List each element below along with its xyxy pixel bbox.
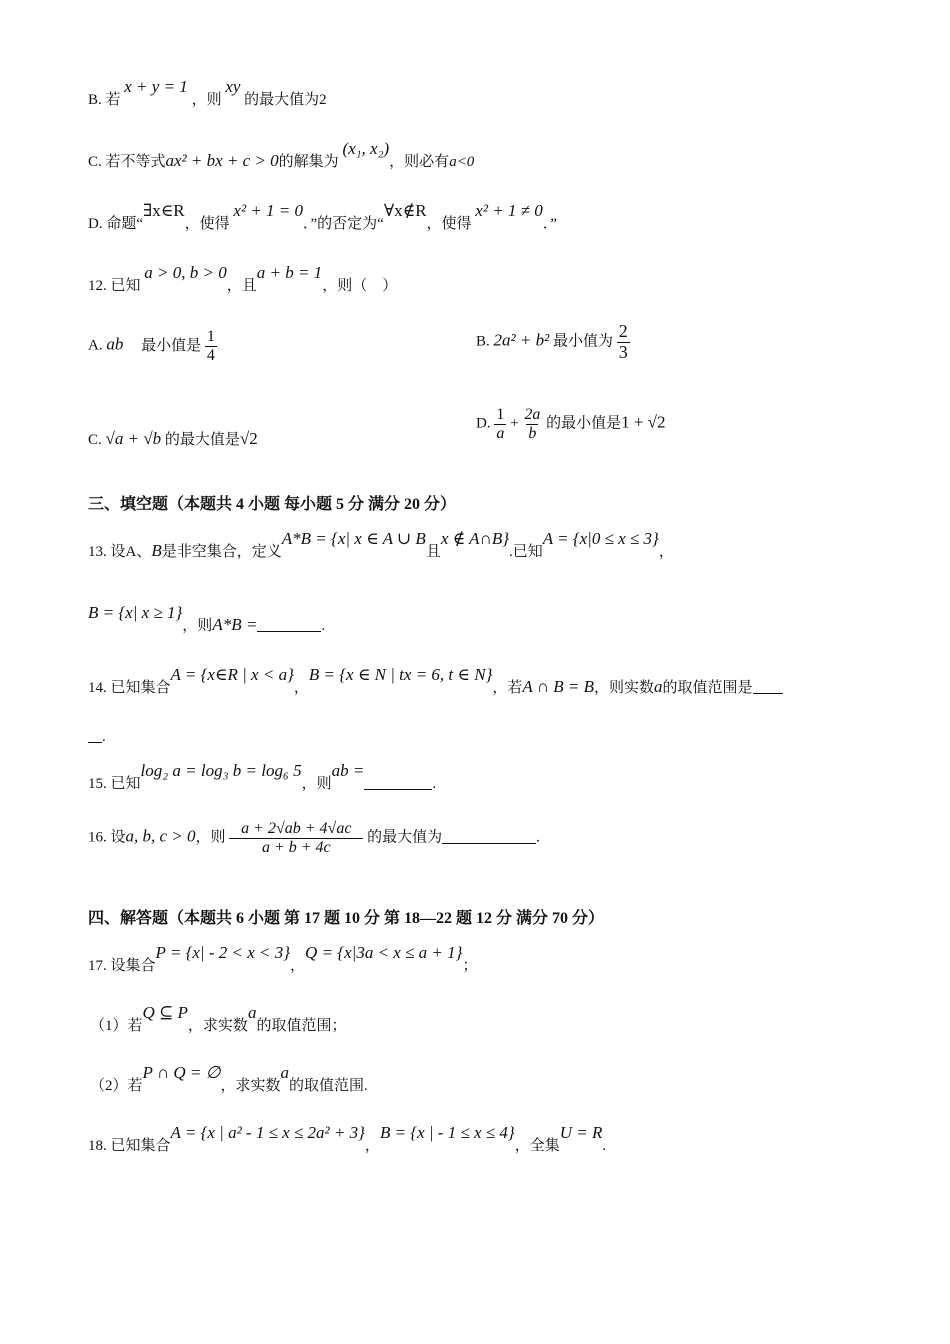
q12-option-b bbox=[476, 322, 630, 363]
math-expr: ab bbox=[106, 334, 124, 354]
variable: a bbox=[280, 1063, 289, 1082]
text: 的最大值为2 bbox=[244, 92, 327, 108]
denominator: 3 bbox=[618, 341, 628, 362]
text: . bbox=[432, 776, 437, 792]
operator: + bbox=[510, 415, 519, 432]
answer-blank[interactable] bbox=[753, 679, 783, 694]
answer-blank[interactable] bbox=[257, 617, 321, 632]
q13-line1 bbox=[88, 529, 674, 561]
text: ，求实数 bbox=[220, 1078, 281, 1094]
text: 最小值是 bbox=[141, 337, 202, 354]
math-expr: ab = bbox=[331, 761, 365, 780]
text: ．”的否定为“ bbox=[303, 216, 384, 232]
option-label: C. bbox=[88, 432, 102, 448]
section-heading: 三、填空题（本题共 4 小题 每小题 5 分 满分 20 分） bbox=[88, 496, 457, 513]
numerator: 2a bbox=[524, 406, 541, 423]
text: 且 bbox=[425, 544, 441, 560]
math-expr: B = {x | - 1 ≤ x ≤ 4} bbox=[379, 1123, 515, 1142]
text: 的解集为 bbox=[278, 154, 339, 170]
text: ，则 bbox=[182, 618, 213, 634]
math-expr: x² + 1 ≠ 0 bbox=[475, 201, 543, 220]
fraction bbox=[229, 820, 363, 856]
q12-option-d bbox=[476, 406, 666, 442]
math-expr: ax² + bx + c > 0 bbox=[165, 151, 279, 170]
numerator: 1 bbox=[206, 328, 215, 345]
text: ， bbox=[658, 544, 674, 560]
question-number: 15. 已知 bbox=[88, 776, 141, 792]
q15 bbox=[88, 761, 437, 793]
math-expr: a, b, c > 0 bbox=[125, 826, 196, 846]
text: 的取值范围是 bbox=[662, 680, 753, 696]
text: 是非空集合，定义 bbox=[161, 544, 282, 560]
option-label: D. 命题“ bbox=[88, 216, 143, 232]
question-number: 14. 已知集合 bbox=[88, 680, 171, 696]
text: ，且 bbox=[226, 278, 257, 294]
numerator: 2 bbox=[618, 321, 628, 341]
math-expr: a > 0, b > 0 bbox=[144, 263, 227, 282]
answer-blank[interactable] bbox=[442, 829, 536, 844]
q12-option-a bbox=[88, 328, 217, 364]
option-label: A. bbox=[88, 337, 103, 354]
set-name: B bbox=[151, 541, 162, 560]
section-heading: 四、解答题（本题共 6 小题 第 17 题 10 分 第 18—22 题 12 分 满分 70 分） bbox=[88, 910, 605, 927]
math-expr: Q ⊆ P bbox=[142, 1003, 188, 1022]
text: . bbox=[536, 829, 540, 846]
math-expr: A*B = {x| x ∈ A ∪ B bbox=[281, 529, 426, 548]
part-label: （1）若 bbox=[90, 1018, 143, 1034]
math-expr: log₂ a = log₃ b = log₆ 5 bbox=[140, 761, 302, 780]
text: ，使得 bbox=[426, 216, 472, 232]
math-expr: A*B = bbox=[212, 615, 258, 634]
fraction bbox=[617, 322, 630, 363]
variable: a bbox=[247, 1003, 257, 1022]
fraction bbox=[205, 328, 217, 364]
text: 的最大值是 bbox=[164, 432, 240, 448]
math-expr: ∃x∈R bbox=[143, 201, 185, 220]
option-label: D. bbox=[476, 415, 491, 432]
text: ，则 bbox=[195, 829, 226, 846]
option-label: B. 若 bbox=[88, 92, 121, 108]
math-expr: B = {x| x ≥ 1} bbox=[88, 603, 183, 622]
answer-blank[interactable] bbox=[364, 775, 432, 790]
denominator: a + b + 4c bbox=[229, 838, 363, 857]
math-expr: U = R bbox=[559, 1123, 603, 1142]
text: ，则 bbox=[301, 776, 332, 792]
q18-stem bbox=[88, 1123, 607, 1155]
math-expr: x² + 1 = 0 bbox=[233, 201, 304, 220]
math-expr: A = {x|0 ≤ x ≤ 3} bbox=[542, 529, 659, 548]
q12-option-c bbox=[88, 428, 258, 449]
answer-blank-cont[interactable] bbox=[88, 728, 102, 743]
numerator: a + 2√ab + 4√ac bbox=[241, 820, 352, 837]
math-expr: Q = {x|3a < x ≤ a + 1} bbox=[305, 943, 463, 962]
text: ，则 bbox=[191, 92, 222, 108]
math-expr: (x₁, x₂) bbox=[342, 139, 390, 158]
math-expr: √2 bbox=[239, 429, 258, 448]
math-expr: A ∩ B = B bbox=[522, 677, 594, 696]
denominator: a bbox=[496, 424, 505, 442]
math-expr: √a + √b bbox=[105, 429, 162, 448]
q11-option-c bbox=[88, 139, 475, 171]
question-number: 13. 设 bbox=[88, 544, 126, 560]
text: ； bbox=[462, 958, 478, 974]
set-name: A bbox=[125, 544, 137, 560]
math-expr: a<0 bbox=[449, 154, 475, 170]
math-expr: P = {x| - 2 < x < 3} bbox=[155, 943, 291, 962]
q14-line1 bbox=[88, 665, 783, 697]
text: 的最小值是 bbox=[546, 415, 622, 432]
math-expr: xy bbox=[225, 77, 241, 96]
q17-part1 bbox=[90, 1003, 347, 1035]
text: ，则实数 bbox=[594, 680, 655, 696]
text: ，则（ ） bbox=[322, 278, 398, 294]
q13-line2 bbox=[88, 603, 326, 635]
denominator: b bbox=[528, 424, 537, 442]
math-expr: A = {x | a² - 1 ≤ x ≤ 2a² + 3} bbox=[170, 1123, 365, 1142]
text: ， bbox=[293, 680, 309, 696]
math-expr: A = {x∈R | x < a} bbox=[170, 665, 294, 684]
q14-line2 bbox=[88, 728, 106, 746]
question-number: 17. 设集合 bbox=[88, 958, 156, 974]
q17-part2 bbox=[90, 1063, 368, 1095]
math-expr: 1 + √2 bbox=[621, 412, 666, 432]
option-label: C. 若不等式 bbox=[88, 154, 166, 170]
variable: a bbox=[654, 677, 663, 696]
math-expr: ∀x∉R bbox=[383, 201, 427, 220]
text: ．” bbox=[542, 216, 557, 232]
numerator: 1 bbox=[496, 406, 505, 423]
math-expr: B = {x ∈ N | tx = 6, t ∈ N} bbox=[308, 665, 493, 684]
text: ，求实数 bbox=[187, 1018, 248, 1034]
math-expr: a + b = 1 bbox=[256, 263, 323, 282]
math-expr: x ∉ A∩B} bbox=[440, 529, 510, 548]
q16 bbox=[88, 820, 540, 856]
text: 最小值为 bbox=[552, 333, 613, 350]
text: . bbox=[102, 729, 106, 745]
question-number: 12. 已知 bbox=[88, 278, 141, 294]
text: 的取值范围. bbox=[288, 1078, 368, 1094]
fraction bbox=[494, 406, 506, 442]
denominator: 4 bbox=[206, 346, 215, 364]
text: . bbox=[602, 1138, 607, 1154]
text: .已知 bbox=[509, 544, 543, 560]
q12-stem bbox=[88, 263, 398, 295]
question-number: 18. 已知集合 bbox=[88, 1138, 171, 1154]
fraction bbox=[522, 406, 542, 442]
text: 的最大值为 bbox=[367, 829, 443, 846]
math-expr: 2a² + b² bbox=[493, 330, 550, 350]
text: 、 bbox=[136, 544, 152, 560]
option-label: B. bbox=[476, 333, 490, 350]
text: . bbox=[321, 618, 326, 634]
math-expr: P ∩ Q = ∅ bbox=[142, 1063, 221, 1082]
part-label: （2）若 bbox=[90, 1078, 143, 1094]
text: ， bbox=[364, 1138, 380, 1154]
q11-option-d bbox=[88, 201, 557, 233]
math-expr: x + y = 1 bbox=[124, 77, 188, 96]
question-number: 16. 设 bbox=[88, 829, 126, 846]
text: ，则必有 bbox=[389, 154, 450, 170]
text: ，全集 bbox=[514, 1138, 560, 1154]
q11-option-b bbox=[88, 77, 327, 109]
text: 的取值范围； bbox=[256, 1018, 347, 1034]
text: ，使得 bbox=[184, 216, 230, 232]
text: ，若 bbox=[492, 680, 523, 696]
text: ， bbox=[290, 958, 306, 974]
q17-stem bbox=[88, 943, 478, 975]
